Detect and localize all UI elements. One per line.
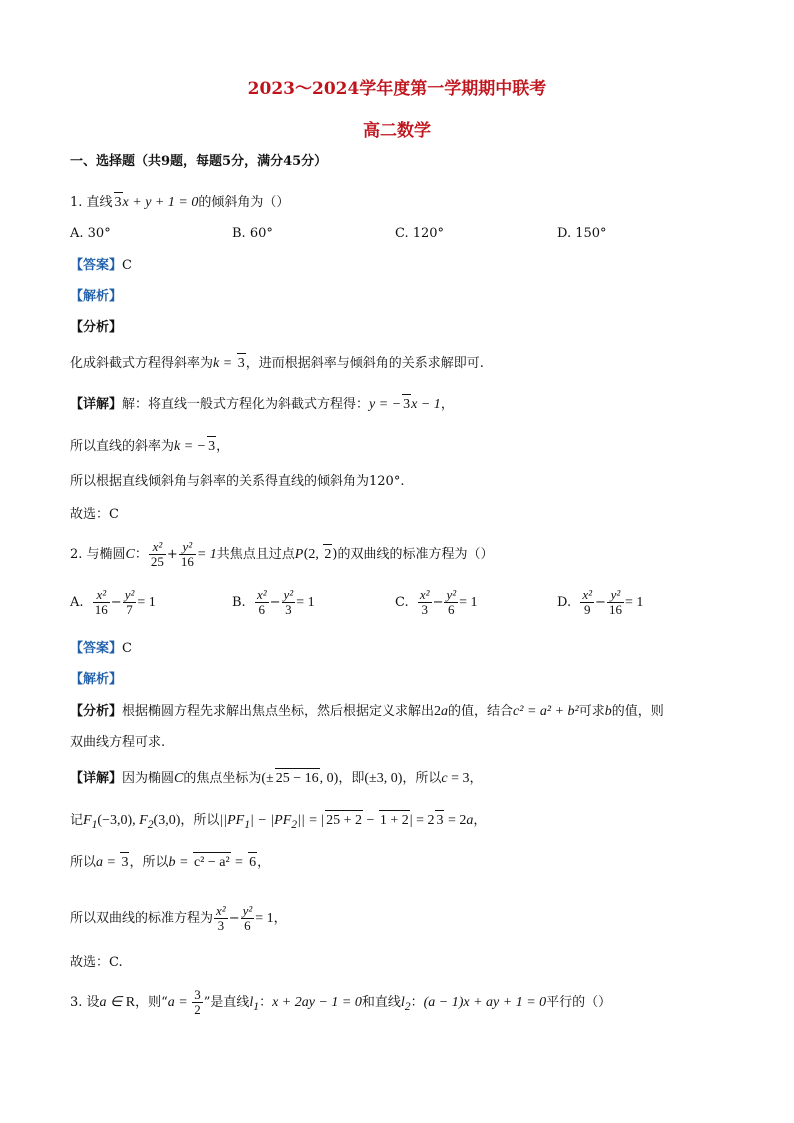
q2-analysis: 【分析】根据椭圆方程先求解出焦点坐标，然后根据定义求解出2a的值，结合c² = a² + b²可求b的值，则 <box>70 704 664 719</box>
q1-fenxi-tag: 【分析】 <box>70 320 123 335</box>
q1-conclusion: 故选：C <box>70 507 119 522</box>
q2-option-c: C. $\frac{\text{x²}}{3}$ − $\frac{\text{y²}}{6}$ = 1 <box>395 587 478 617</box>
q2-detail-3: 所以a = 3，所以b = c² − a² = 6， <box>70 852 270 873</box>
q1-jiexi-tag: 【解析】 <box>70 289 123 304</box>
q2-detail-4: 所以双曲线的标准方程为 $\frac{\text{x²}}{3}$ − $\frac{\text{y²}}{6}$ = 1， <box>70 903 287 933</box>
q2-detail-1: 【详解】因为椭圆C的焦点坐标为(± 25 − 16, 0)，即(±3, 0)，所以c = 3， <box>70 768 483 789</box>
q1-detail-3: 所以根据直线倾斜角与斜率的关系得直线的倾斜角为120°. <box>70 474 405 489</box>
question-2-stem: 2. 与椭圆C： $\frac{\text{x²}}{25}$ + $\frac{\text{y²}}{16}$ = 1共焦点且过点P(2, 2)的双曲线的标准方程为（） <box>70 539 494 569</box>
page-subtitle: 高二数学 <box>363 121 431 141</box>
question-1-stem: 1. 直线 3x + y + 1 = 0的倾斜角为（） <box>70 192 289 213</box>
q1-option-c: C. 120° <box>395 226 445 241</box>
page-title: 2023～2024学年度第一学期期中联考 <box>247 79 547 99</box>
q1-answer: 【答案】C <box>70 258 132 273</box>
question-3-stem: 3. 设a ∈ R，则“a = $\frac{3}{2}$ ”是直线$l_1$：x + 2ay − 1 = 0和直线$l_2$：(a − 1)x + ay + 1 = 0平行的（） <box>70 987 612 1017</box>
q2-analysis-line2: 双曲线方程可求. <box>70 735 166 750</box>
q2-option-b: B. $\frac{\text{x²}}{6}$ − $\frac{\text{y²}}{3}$ = 1 <box>232 587 315 617</box>
q1-option-b: B. 60° <box>232 226 273 241</box>
q2-option-d: D. $\frac{\text{x²}}{9}$ − $\frac{\text{y²}}{16}$ = 1 <box>557 587 644 617</box>
q1-analysis: 化成斜截式方程得斜率为k = 3，进而根据斜率与倾斜角的关系求解即可. <box>70 353 484 374</box>
section-heading: 一、选择题（共9题，每题5分，满分45分） <box>70 154 328 169</box>
q2-detail-2: 记$F_1(-3,0)$, $F_2(3,0)$，所以$||PF_1| - |PF_2||$ = | 25 + 2 − 1 + 2| = 2 3 = 2a， <box>70 810 486 835</box>
q1-option-d: D. 150° <box>557 226 607 241</box>
q2-answer: 【答案】C <box>70 641 132 656</box>
q1-detail-2: 所以直线的斜率为k = − 3， <box>70 436 229 457</box>
q2-conclusion: 故选：C. <box>70 955 123 970</box>
q1-detail-1: 【详解】解：将直线一般式方程化为斜截式方程得：y = − 3x − 1， <box>70 394 454 415</box>
q2-option-a: A. $\frac{\text{x²}}{16}$ − $\frac{\text{y²}}{7}$ = 1 <box>70 587 156 617</box>
q2-jiexi-tag: 【解析】 <box>70 672 123 687</box>
q1-option-a: A. 30° <box>70 226 111 241</box>
